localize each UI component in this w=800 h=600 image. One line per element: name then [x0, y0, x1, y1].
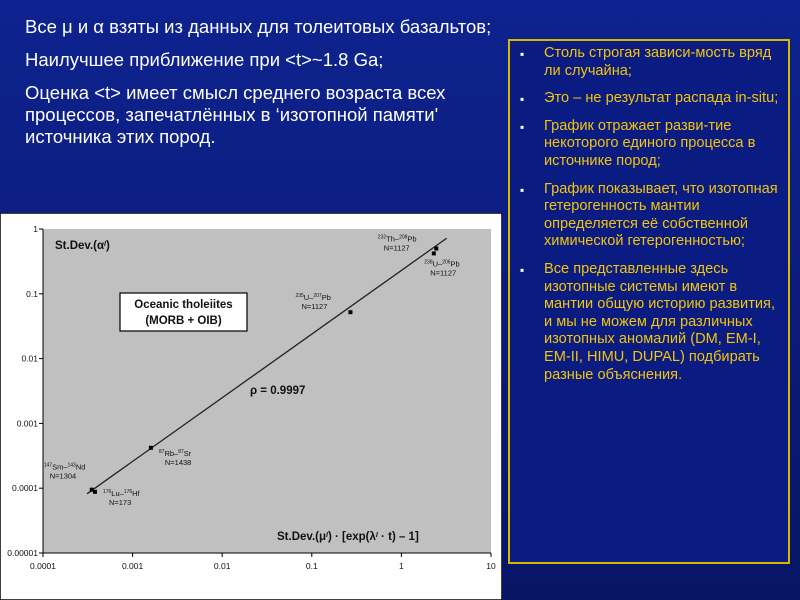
point-label-sup1: 232: [377, 234, 387, 241]
y-tick-label: 1: [33, 224, 38, 234]
point-label-el2: Pb: [407, 234, 417, 244]
x-tick-label: 1: [399, 561, 404, 571]
conclusion-text: График отражает разви-тие некоторого единого процесса в источнике пород;: [544, 117, 756, 169]
y-axis-label: [55, 240, 110, 252]
point-label-el1: Th–: [386, 234, 400, 244]
data-point: [432, 251, 436, 255]
point-label-el2: Pb: [321, 293, 331, 303]
conclusion-text: График показывает, что изотопная гетерогенность мантии определяется её собственной химической гетерогенностью;: [544, 180, 778, 250]
point-label-sup2: 207: [313, 293, 322, 300]
y-tick-label: 0.0001: [12, 483, 38, 494]
point-label-el2: Nd: [75, 462, 86, 472]
intro-text-block: [25, 16, 505, 159]
point-label-el2: Pb: [450, 259, 460, 269]
xlab-part: St.Dev.(: [277, 531, 319, 543]
y-tick-label: 0.001: [16, 418, 38, 429]
xlab-part: I: [326, 531, 328, 539]
x-tick-label: 0.001: [121, 561, 144, 571]
y-tick-label: 0.1: [26, 288, 38, 299]
conclusion-item: [510, 118, 782, 171]
x-axis-label: [277, 531, 419, 543]
point-label-el1: U–: [303, 293, 314, 303]
point-count-label: N=1127: [301, 302, 328, 312]
xlab-part: ) – 1]: [391, 531, 419, 543]
conclusion-text: Все представленные здесь изотопные системы имеют в мантии общую историю развития, и мы не можем для различных изотопных аномалий (DM, EM-I, EM-II, HIMU, DUPAL) подбирать разные объяснения.: [544, 260, 776, 383]
point-label-sup2: 87: [178, 448, 184, 455]
legend-box-line-1: Oceanic tholeiites: [134, 299, 233, 311]
point-label-el1: Rb–: [164, 448, 179, 458]
conclusion-item: [510, 45, 782, 80]
x-tick-label: 0.0001: [30, 561, 56, 571]
xlab-part: I: [375, 531, 378, 539]
ylab-part: St.Dev.(: [55, 240, 97, 252]
ylab-part: ): [106, 240, 110, 252]
intro-paragraph-3: Оценка <t> имеет смысл среднего возраста всех процессов, запечатлённых в ‘изотопной памяти' источника этих пород.: [25, 82, 446, 147]
bullet-icon: ▪: [520, 182, 525, 197]
xlab-part: t: [388, 531, 392, 543]
data-point: [149, 446, 153, 450]
xlab-part: λ: [369, 531, 376, 543]
correlation-label: ρ = 0.9997: [250, 385, 306, 397]
conclusions-list: [510, 45, 782, 384]
point-count-label: N=1127: [430, 268, 457, 278]
y-tick-label: 0.01: [21, 353, 38, 364]
bullet-icon: ▪: [520, 262, 525, 277]
x-tick-label: 10: [486, 561, 496, 571]
intro-paragraph-2: Наилучшее приближение при <t>~1.8 Ga;: [25, 49, 384, 70]
ylab-part: α: [96, 240, 105, 252]
point-count-label: N=1438: [164, 457, 192, 467]
data-point: [434, 247, 438, 251]
data-point: [348, 310, 352, 314]
point-label-el1: Sm–: [52, 462, 68, 472]
ylab-part: I: [104, 240, 106, 248]
x-tick-label: 0.1: [305, 561, 318, 571]
point-label-sup1: 176: [102, 488, 112, 495]
point-label-sup1: 235: [295, 293, 304, 300]
point-label: [159, 449, 192, 458]
point-label-sup2: 176: [123, 488, 133, 495]
bullet-icon: ▪: [520, 47, 525, 61]
point-label-el1: Lu–: [111, 488, 124, 498]
conclusion-item: [510, 261, 782, 384]
point-label-sup2: 206: [442, 259, 451, 266]
point-label-el2: Sr: [183, 448, 192, 458]
conclusion-item: [510, 181, 782, 251]
point-label-el1: U–: [432, 259, 443, 269]
xlab-part: ·: [377, 531, 389, 543]
log-log-chart: [0, 213, 502, 600]
conclusion-text: Это – не результат распада in-situ;: [544, 90, 779, 107]
point-label-sup1: 147: [43, 462, 53, 469]
point-label-sup2: 208: [399, 234, 408, 241]
conclusion-text: Столь строгая зависи-мость вряд ли случайна;: [544, 45, 772, 79]
x-tick-label: 0.01: [213, 561, 231, 571]
intro-paragraph-1: Все μ и α взяты из данных для толеитовых базальтов;: [25, 16, 492, 37]
bullet-icon: ▪: [520, 119, 525, 134]
y-tick-label: 0.00001: [7, 548, 38, 558]
point-label-sup2: 143: [67, 462, 76, 469]
point-count-label: N=1304: [49, 471, 77, 481]
legend-box-line-2: (MORB + OIB): [145, 315, 222, 327]
xlab-part: μ: [318, 531, 327, 543]
point-count-label: N=1127: [383, 243, 410, 253]
conclusion-item: [510, 90, 782, 108]
point-count-label: N=173: [108, 497, 132, 507]
bullet-icon: ▪: [520, 92, 525, 107]
point-label-sup1: 87: [158, 448, 165, 455]
data-point: [93, 490, 97, 494]
point-label-sup1: 238: [424, 259, 433, 266]
xlab-part: ) · [exp(: [327, 531, 370, 543]
conclusions-box: [508, 39, 790, 564]
point-label-el2: Hf: [132, 488, 140, 498]
